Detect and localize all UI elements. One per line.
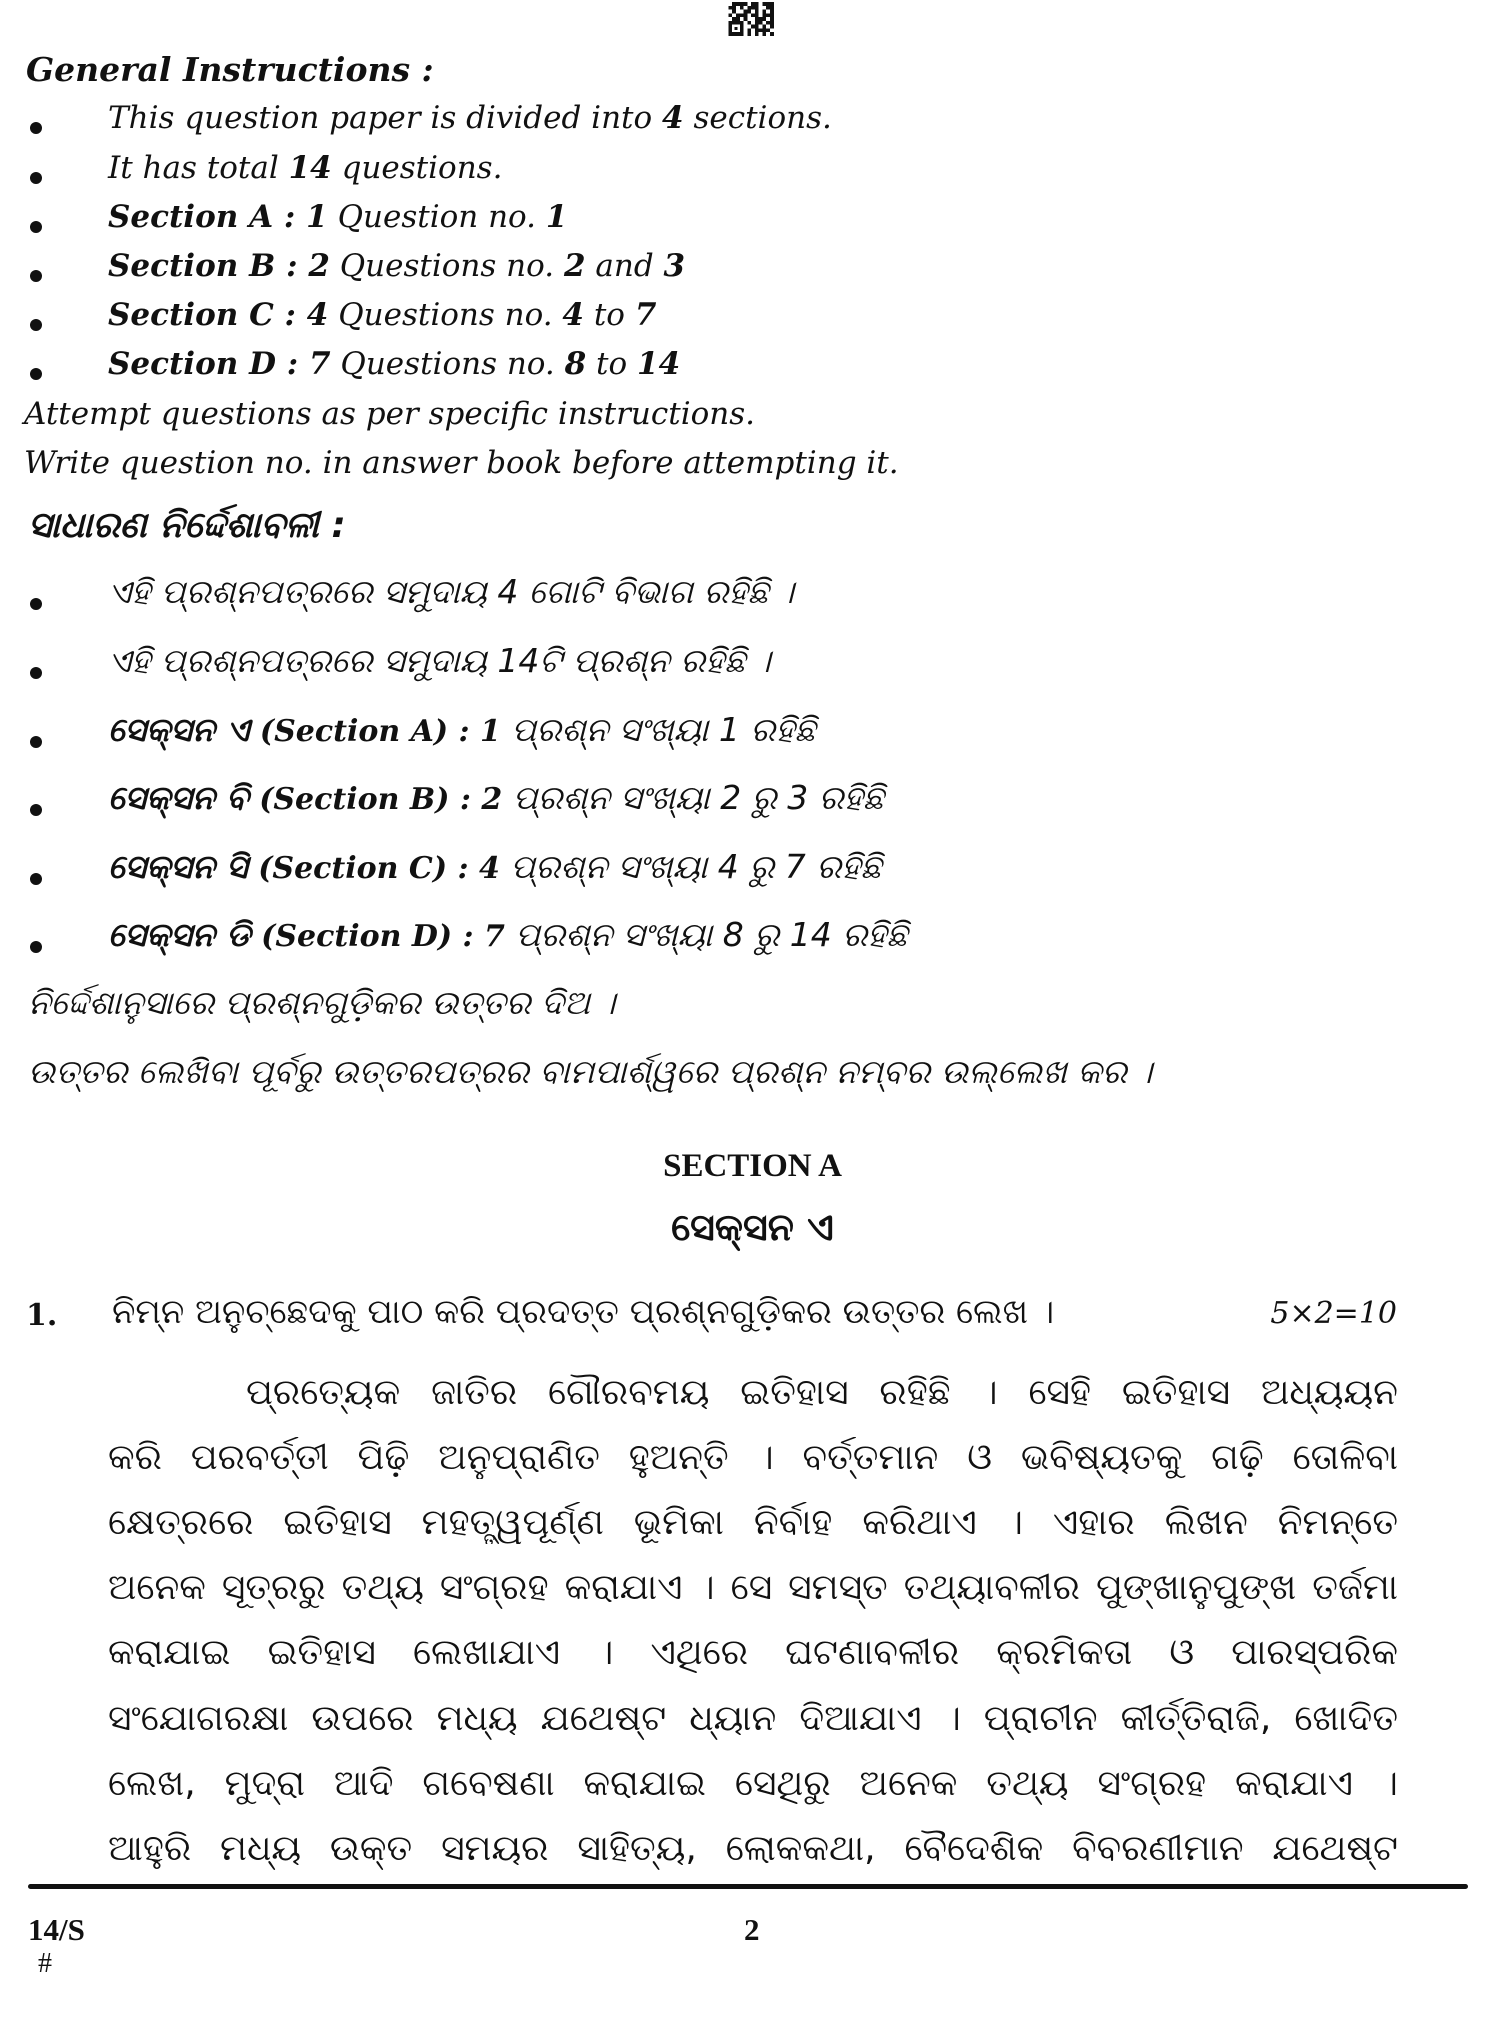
passage-line: କରାଯାଇ ଇତିହାସ ଲେଖାଯାଏ । ଏଥିରେ ଘଟଣାବଳୀର କ୍ରମିକତା ଓ ପାରସ୍ପରିକ (108, 1632, 1398, 1673)
bullet-icon (30, 598, 42, 610)
passage-line: ପ୍ରତ୍ୟେକ ଜାତିର ଗୌରବମୟ ଇତିହାସ ରହିଛି । ସେହି ଇତିହାସ ଅଧ୍ୟୟନ (246, 1372, 1398, 1413)
instruction-item: ସେକ୍ସନ ସି (Section C) : 4 ପ୍ରଶ୍ନ ସଂଖ୍ୟା 4 ରୁ 7 ରହିଛି (108, 847, 882, 886)
bullet-icon (30, 941, 42, 953)
instruction-item: Section C : 4 Questions no. 4 to 7 (108, 297, 657, 333)
bullet-icon (30, 319, 42, 331)
odia-instructions-title: ସାଧାରଣ ନିର୍ଦ୍ଦେଶାବଳୀ : (28, 505, 346, 546)
paper-code: 14/S (28, 1912, 85, 1947)
passage-line: ସଂଯୋଗରକ୍ଷା ଉପରେ ମଧ୍ୟ ଯଥେଷ୍ଟ ଧ୍ୟାନ ଦିଆଯାଏ । ପ୍ରାଚୀନ କୀର୍ତ୍ତିରାଜି, ଖୋଦିତ (108, 1698, 1398, 1739)
general-instructions-title: General Instructions : (26, 50, 434, 89)
bullet-icon (30, 172, 42, 184)
passage-line: ଆହୁରି ମଧ୍ୟ ଉକ୍ତ ସମୟର ସାହିତ୍ୟ, ଲୋକକଥା, ବୈଦେଶିକ ବିବରଣୀମାନ ଯଥେଷ୍ଟ (108, 1828, 1398, 1869)
instruction-note: Attempt questions as per specific instructions. (24, 396, 756, 432)
passage-line: କରି ପରବର୍ତ୍ତୀ ପିଢ଼ି ଅନୁପ୍ରାଣିତ ହୁଅନ୍ତି । ବର୍ତ୍ତମାନ ଓ ଭବିଷ୍ୟତକୁ ଗଢ଼ି ତୋଳିବା (108, 1437, 1398, 1478)
passage-line: ଲେଖ, ମୁଦ୍ରା ଆଦି ଗବେଷଣା କରାଯାଇ ସେଥିରୁ ଅନେକ ତଥ୍ୟ ସଂଗ୍ରହ କରାଯାଏ । (108, 1763, 1398, 1804)
footer-mark: # (38, 1948, 52, 1979)
question-text: ନିମ୍ନ ଅନୁଚ୍ଛେଦକୁ ପାଠ କରି ପ୍ରଦତ୍ତ ପ୍ରଶ୍ନଗୁଡ଼ିକର ଉତ୍ତର ଲେଖ । (112, 1292, 1055, 1332)
instruction-item: Section A : 1 Question no. 1 (108, 199, 568, 235)
instruction-item: Section B : 2 Questions no. 2 and 3 (108, 248, 686, 284)
instruction-note: Write question no. in answer book before attempting it. (24, 445, 899, 481)
bullet-icon (30, 122, 42, 134)
instruction-item: ସେକ୍ସନ ଡି (Section D) : 7 ପ୍ରଶ୍ନ ସଂଖ୍ୟା 8 ରୁ 14 ରହିଛି (108, 915, 908, 954)
passage-line: ଅନେକ ସୂତ୍ରରୁ ତଥ୍ୟ ସଂଗ୍ରହ କରାଯାଏ । ସେ ସମସ୍ତ ତଥ୍ୟାବଳୀର ପୁଙ୍ଖାନୁପୁଙ୍ଖ ତର୍ଜମା (108, 1567, 1398, 1608)
instruction-note: ନିର୍ଦ୍ଦେଶାନୁସାରେ ପ୍ରଶ୍ନଗୁଡ଼ିକର ଉତ୍ତର ଦିଅ । (28, 983, 616, 1022)
section-title-odia: ସେକ୍ସନ ଏ (671, 1205, 834, 1249)
question-marks: 5×2=10 (1270, 1296, 1397, 1331)
qr-code-icon (727, 2, 779, 36)
bullet-icon (30, 270, 42, 282)
instruction-item: ଏହି ପ୍ରଶ୍ନପତ୍ରରେ ସମୁଦାୟ 14ଟି ପ୍ରଶ୍ନ ରହିଛି । (108, 641, 771, 680)
instruction-item: ଏହି ପ୍ରଶ୍ନପତ୍ରରେ ସମୁଦାୟ 4 ଗୋଟି ବିଭାଗ ରହିଛି । (108, 572, 794, 611)
footer-rule (28, 1884, 1468, 1889)
section-title: SECTION A (663, 1148, 842, 1184)
instruction-item: ସେକ୍ସନ ବି (Section B) : 2 ପ୍ରଶ୍ନ ସଂଖ୍ୟା 2 ରୁ 3 ରହିଛି (108, 778, 884, 817)
bullet-icon (30, 736, 42, 748)
instruction-note: ଉତ୍ତର ଲେଖିବା ପୂର୍ବରୁ ଉତ୍ତରପତ୍ରର ବାମପାର୍ଶ୍ୱରେ ପ୍ରଶ୍ନ ନମ୍ବର ଉଲ୍ଲେଖ କର । (28, 1052, 1153, 1091)
instruction-item: ସେକ୍ସନ ଏ (Section A) : 1 ପ୍ରଶ୍ନ ସଂଖ୍ୟା 1 ରହିଛି (108, 710, 816, 749)
bullet-icon (30, 221, 42, 233)
question-number: 1. (26, 1298, 58, 1333)
bullet-icon (30, 667, 42, 679)
bullet-icon (30, 368, 42, 380)
passage-line: କ୍ଷେତ୍ରରେ ଇତିହାସ ମହତ୍ତ୍ୱପୂର୍ଣ୍ଣ ଭୂମିକା ନିର୍ବାହ କରିଥାଏ । ଏହାର ଲିଖନ ନିମନ୍ତେ (108, 1502, 1398, 1543)
instruction-item: It has total 14 questions. (108, 150, 503, 186)
bullet-icon (30, 873, 42, 885)
instruction-item: This question paper is divided into 4 sections. (108, 100, 832, 136)
page-number: 2 (744, 1912, 760, 1947)
instruction-item: Section D : 7 Questions no. 8 to 14 (108, 346, 681, 382)
bullet-icon (30, 804, 42, 816)
